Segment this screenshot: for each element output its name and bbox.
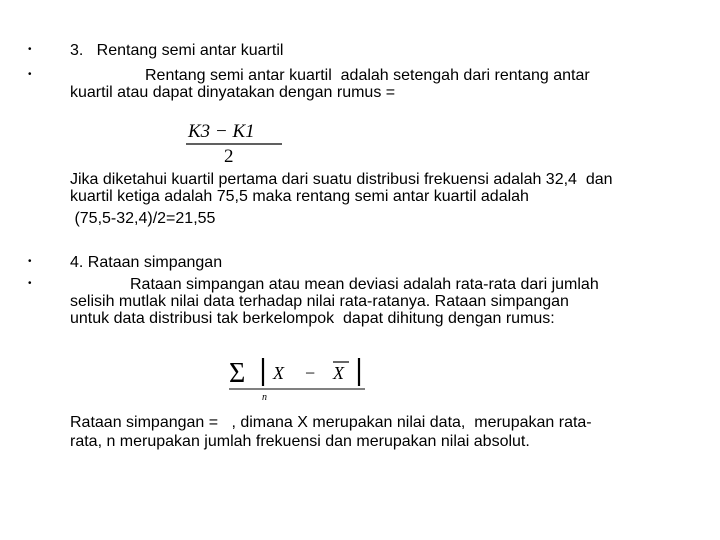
section4-definition-line3: untuk data distribusi tak berkelompok dapat dihitung dengan rumus:: [70, 310, 555, 327]
sum-symbol: Σ: [229, 358, 246, 389]
section3-definition-line2: kuartil atau dapat dinyatakan dengan rumus =: [70, 84, 396, 101]
bullet-marker: •: [28, 44, 32, 55]
section4-note-line1: Rataan simpangan = , dimana X merupakan nilai data, merupakan rata-: [70, 414, 592, 431]
formula-xbar: X: [333, 363, 344, 383]
formula-denominator-n: n: [262, 392, 267, 403]
mean-deviation-formula: [225, 352, 375, 409]
section3-example-line3: (75,5-32,4)/2=21,55: [70, 210, 216, 227]
section4-definition-line1: Rataan simpangan atau mean deviasi adalah rata-rata dari jumlah: [130, 276, 599, 293]
bullet-marker: •: [28, 278, 32, 289]
section3-example-line2: kuartil ketiga adalah 75,5 maka rentang semi antar kuartil adalah: [70, 188, 529, 205]
semi-interquartile-formula: [180, 118, 290, 171]
formula-numerator: K3 − K1: [188, 121, 255, 142]
formula-minus: −: [305, 363, 316, 383]
bullet-marker: •: [28, 69, 32, 80]
section3-heading: 3. Rentang semi antar kuartil: [70, 42, 284, 59]
section3-example-line1: Jika diketahui kuartil pertama dari suatu distribusi frekuensi adalah 32,4 dan: [70, 171, 613, 188]
formula-x: X: [273, 363, 284, 383]
section4-definition-line2: selisih mutlak nilai data terhadap nilai rata-ratanya. Rataan simpangan: [70, 293, 569, 310]
bullet-marker: •: [28, 256, 32, 267]
section3-definition-line1: Rentang semi antar kuartil adalah setengah dari rentang antar: [145, 67, 590, 84]
section4-heading: 4. Rataan simpangan: [70, 254, 223, 271]
formula-denominator: 2: [224, 146, 234, 166]
section4-note-line2: rata, n merupakan jumlah frekuensi dan merupakan nilai absolut.: [70, 433, 530, 450]
